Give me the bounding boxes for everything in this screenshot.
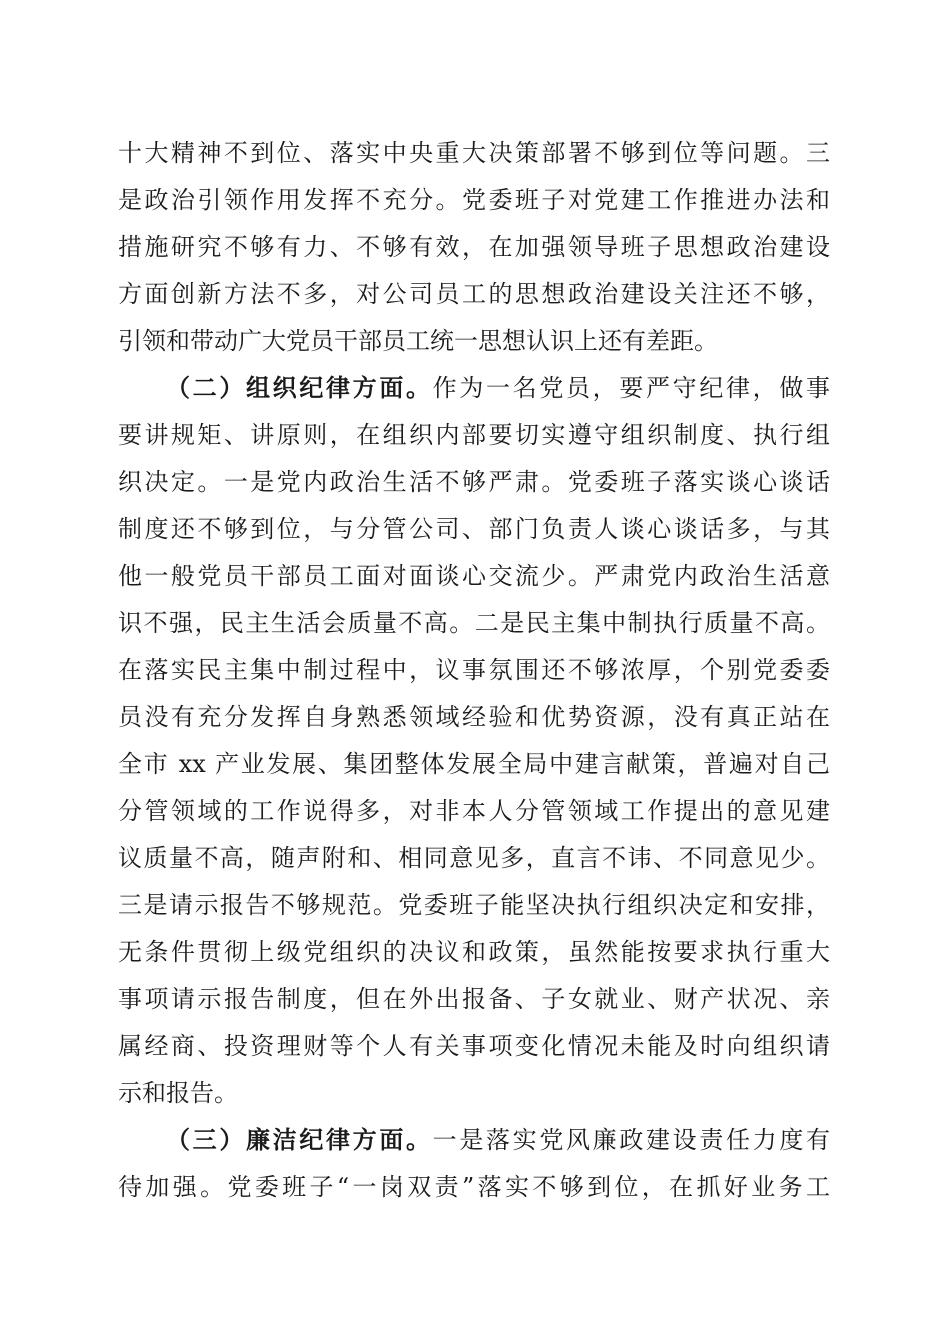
paragraph-line: 示和报告。 — [118, 1079, 238, 1107]
paragraph-line: 方面创新方法不多，对公司员工的思想政治建设关注还不够， — [118, 280, 830, 308]
paragraph-line: 全市 xx 产业发展、集团整体发展全局中建言献策，普遍对自己 — [118, 750, 830, 778]
paragraph-line: 三是请示报告不够规范。党委班子能坚决执行组织决定和安排， — [118, 891, 830, 919]
paragraph-line: 他一般党员干部员工面对面谈心交流少。严肃党内政治生活意 — [118, 562, 830, 590]
paragraph-line: 措施研究不够有力、不够有效，在加强领导班子思想政治建设 — [118, 233, 830, 261]
paragraph-line: 无条件贯彻上级党组织的决议和政策，虽然能按要求执行重大 — [118, 938, 830, 966]
paragraph-line: 议质量不高，随声附和、相同意见多，直言不讳、不同意见少。 — [118, 844, 830, 872]
section-heading: （三）廉洁纪律方面。 — [166, 1125, 433, 1154]
paragraph-line: 分管领域的工作说得多，对非本人分管领域工作提出的意见建 — [118, 797, 830, 825]
paragraph-line: 是政治引领作用发挥不充分。党委班子对党建工作推进办法和 — [118, 186, 830, 214]
paragraph-line: 引领和带动广大党员干部员工统一思想认识上还有差距。 — [118, 327, 718, 355]
section-heading: （二）组织纪律方面。 — [166, 373, 433, 402]
paragraph-line: 待加强。党委班子“一岗双责”落实不够到位，在抓好业务工 — [118, 1173, 830, 1201]
paragraph-line: 要讲规矩、讲原则，在组织内部要切实遵守组织制度、执行组 — [118, 421, 830, 449]
paragraph-line: 在落实民主集中制过程中，议事氛围还不够浓厚，个别党委委 — [118, 656, 830, 684]
paragraph-line: 属经商、投资理财等个人有关事项变化情况未能及时向组织请 — [118, 1032, 830, 1060]
paragraph-first-line — [166, 1120, 830, 1160]
paragraph-line: 员没有充分发挥自身熟悉领域经验和优势资源，没有真正站在 — [118, 703, 830, 731]
paragraph-first-line — [166, 368, 830, 408]
paragraph-line: 事项请示报告制度，但在外出报备、子女就业、财产状况、亲 — [118, 985, 830, 1013]
paragraph-line: 制度还不够到位，与分管公司、部门负责人谈心谈话多，与其 — [118, 515, 830, 543]
paragraph-line: 织决定。一是党内政治生活不够严肃。党委班子落实谈心谈话 — [118, 468, 830, 496]
paragraph-line: 识不强，民主生活会质量不高。二是民主集中制执行质量不高。 — [118, 609, 830, 637]
paragraph-line: 十大精神不到位、落实中央重大决策部署不够到位等问题。三 — [118, 139, 830, 167]
paragraph-text: 作为一名党员，要严守纪律，做事 — [432, 374, 831, 402]
paragraph-text: 一是落实党风廉政建设责任力度有 — [432, 1126, 831, 1154]
